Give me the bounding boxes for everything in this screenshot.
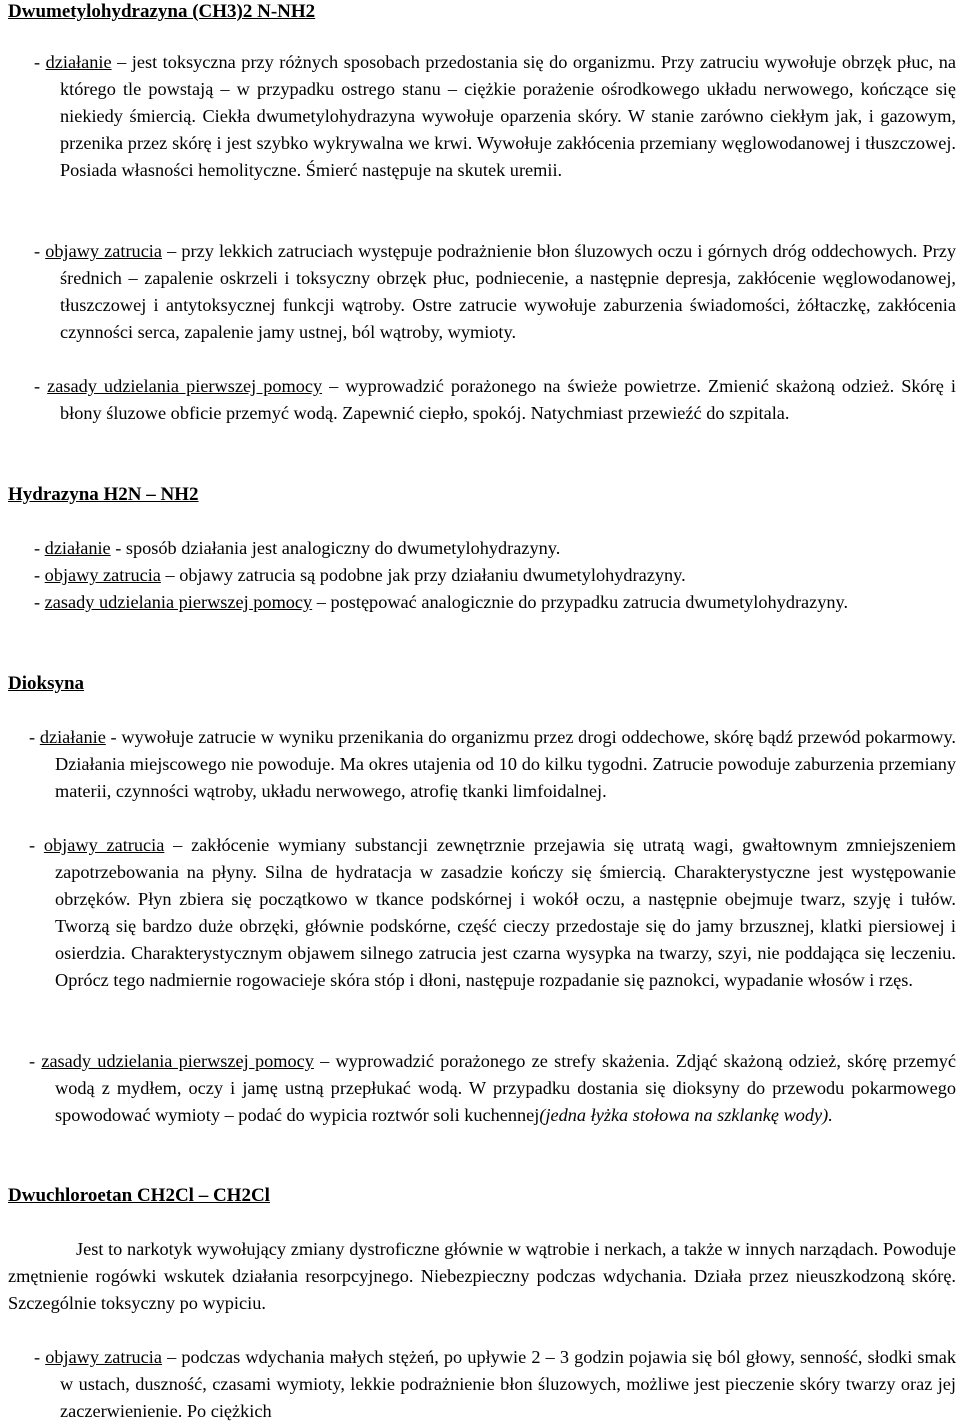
- item-text: – wyprowadzić porażonego na świeże powietrze. Zmienić skażoną odzież. Skórę i błony śluzowe obficie przemyć wodą. Zapewnić ciepło, spokój. Natychmiast przewieźć do szpitala.: [60, 376, 956, 424]
- section-heading-dwumetylohydrazyna: Dwumetylohydrazyna (CH3)2 N-NH2: [8, 1, 316, 22]
- item-text: – postępować analogicznie do przypadku zatrucia dwumetylohydrazyny.: [312, 592, 849, 612]
- section-1-item-pierwsza-pomoc: - zasady udzielania pierwszej pomocy – wyprowadzić porażonego na świeże powietrze. Zmienić skażoną odzież. Skórę i błony śluzowe obficie przemyć wodą. Zapewnić ciepło, spokój. Natychmiast przewieźć do szpitala.: [34, 376, 956, 424]
- section-1-item-dzialanie: - działanie – jest toksyczna przy różnych sposobach przedostania się do organizmu. Przy zatruciu wywołuje obrzęk płuc, na którego tle powstają – w przypadku ostrego stanu – ciężkie porażenie ośrodkowego układu nerwowego, kończące się niekiedy śmiercią. Ciekła dwumetylohydrazyna wywołuje oparzenia skóry. W stanie zarówno ciekłym jak, i gazowym, przenika przez skórę i jest szybko wykrywalna we krwi. Wywołuje zakłócenia przemiany węglowodanowej i tłuszczowej. Posiada własności hemolityczne. Śmierć następuje na skutek uremii.: [34, 52, 956, 181]
- item-label: działanie: [39, 727, 106, 747]
- section-4-intro: Jest to narkotyk wywołujący zmiany dystroficzne głównie w wątrobie i nerkach, a także w innych narządach. Powoduje zmętnienie rogówki wskutek działania resorpcyjnego. Niebezpieczny podczas wdychania. Działa przez nieuszkodzoną skórę. Szczególnie toksyczny po wypiciu.: [8, 1239, 956, 1314]
- item-label: objawy zatrucia: [45, 241, 162, 261]
- item-text: – podczas wdychania małych stężeń, po upływie 2 – 3 godzin pojawia się ból głowy, senność, słodki smak w ustach, duszność, czasami wymioty, lekkie podrażnienie błon śluzowych, możliwe jest pieczenie skóry twarzy oraz jej zaczerwienienie. Po ciężkich: [60, 1347, 956, 1422]
- item-text: - sposób działania jest analogiczny do dwumetylohydrazyny.: [110, 538, 561, 558]
- item-label: zasady udzielania pierwszej pomocy: [41, 1051, 314, 1071]
- item-label: zasady udzielania pierwszej pomocy: [47, 376, 323, 396]
- section-2-item-dzialanie: - działanie - sposób działania jest analogiczny do dwumetylohydrazyny.: [34, 538, 561, 558]
- item-text: – przy lekkich zatruciach występuje podrażnienie błon śluzowych oczu i górnych dróg oddechowych. Przy średnich – zapalenie oskrzeli i toksyczny obrzęk płuc, podniecenie, a następnie depresja, zakłócenie węglowodanowej, tłuszczowej i antytoksycznej funkcji wątroby. Ostre zatrucie wywołuje zaburzenia świadomości, żółtaczkę, zakłócenia czynności serca, zapalenie jamy ustnej, ból wątroby, wymioty.: [60, 241, 956, 343]
- section-2-item-pierwsza-pomoc: - zasady udzielania pierwszej pomocy – postępować analogicznie do przypadku zatrucia dwumetylohydrazyny.: [34, 592, 849, 612]
- item-text: – zakłócenie wymiany substancji zewnętrznie przejawia się utratą wagi, gwałtownym zmniejszeniem zapotrzebowania na płyny. Silna de hydratacja w zasadzie kończy się śmiercią. Charakterystyczne jest występowanie obrzęków. Płyn zbiera się początkowo w tkance podskórnej i wokół oczu, a następnie obejmuje twarz, szyję i tułów. Tworzą się bardzo duże obrzęki, głównie podskórne, część cieczy przedostaje się do jamy brzusznej, klatki piersiowej i osierdzia. Charakterystycznym objawem silnego zatrucia jest czarna wysypka na twarzy, szyi, nie poddająca się leczeniu. Oprócz tego nadmiernie rogowacieje skóra stóp i dłoni, następuje rozpadanie się paznokci, wypadanie włosów i rzęs.: [55, 835, 956, 991]
- item-text: – jest toksyczna przy różnych sposobach przedostania się do organizmu. Przy zatruciu wywołuje obrzęk płuc, na którego tle powstają – w przypadku ostrego stanu – ciężkie porażenie ośrodkowego układu nerwowego, kończące się niekiedy śmiercią. Ciekła dwumetylohydrazyna wywołuje oparzenia skóry. W stanie zarówno ciekłym jak, i gazowym, przenika przez skórę i jest szybko wykrywalna we krwi. Wywołuje zakłócenia przemiany węglowodanowej i tłuszczowej. Posiada własności hemolityczne. Śmierć następuje na skutek uremii.: [60, 52, 956, 181]
- item-text: – objawy zatrucia są podobne jak przy działaniu dwumetylohydrazyny.: [160, 565, 686, 585]
- item-label: objawy zatrucia: [43, 835, 165, 855]
- item-label: objawy zatrucia: [44, 565, 161, 585]
- item-label: objawy zatrucia: [45, 1347, 162, 1367]
- section-3-item-pierwsza-pomoc: - zasady udzielania pierwszej pomocy – wyprowadzić porażonego ze strefy skażenia. Zdjąć skażoną odzież, skórę przemyć wodą z mydłem, oczy i jamę ustną przepłukać wodą. W przypadku dostania się dioksyny do przewodu pokarmowego spowodować wymioty – podać do wypicia roztwór soli kuchennej(jedna łyżka stołowa na szklankę wody).: [29, 1051, 956, 1126]
- item-italic-note: (jedna łyżka stołowa na szklankę wody).: [539, 1105, 833, 1126]
- section-heading-dwuchloroetan: Dwuchloroetan CH2Cl – CH2Cl: [8, 1185, 270, 1206]
- section-3-item-dzialanie: - działanie - wywołuje zatrucie w wyniku przenikania do organizmu przez drogi oddechowe, skórę bądź przewód pokarmowy. Działania miejscowego nie powoduje. Ma okres utajenia od 10 do kilku tygodni. Zatrucie powoduje zaburzenia przemiany materii, czynności wątroby, układu nerwowego, atrofię tkanki limfoidalnej.: [29, 727, 956, 802]
- section-3-item-objawy: - objawy zatrucia – zakłócenie wymiany substancji zewnętrznie przejawia się utratą wagi, gwałtownym zmniejszeniem zapotrzebowania na płyny. Silna de hydratacja w zasadzie kończy się śmiercią. Charakterystyczne jest występowanie obrzęków. Płyn zbiera się początkowo w tkance podskórnej i wokół oczu, a następnie obejmuje twarz, szyję i tułów. Tworzą się bardzo duże obrzęki, głównie podskórne, część cieczy przedostaje się do jamy brzusznej, klatki piersiowej i osierdzia. Charakterystycznym objawem silnego zatrucia jest czarna wysypka na twarzy, szyi, nie poddająca się leczeniu. Oprócz tego nadmiernie rogowacieje skóra stóp i dłoni, następuje rozpadanie się paznokci, wypadanie włosów i rzęs.: [29, 835, 956, 991]
- item-label: działanie: [44, 538, 111, 558]
- section-2-item-objawy: - objawy zatrucia – objawy zatrucia są podobne jak przy działaniu dwumetylohydrazyny.: [34, 565, 686, 585]
- item-text: – wyprowadzić porażonego ze strefy skażenia. Zdjąć skażoną odzież, skórę przemyć wodą z mydłem, oczy i jamę ustną przepłukać wodą. W przypadku dostania się dioksyny do przewodu pokarmowego spowodować wymioty – podać do wypicia roztwór soli kuchennej: [55, 1051, 956, 1126]
- item-label: zasady udzielania pierwszej pomocy: [44, 592, 313, 612]
- section-4-item-objawy: - objawy zatrucia – podczas wdychania małych stężeń, po upływie 2 – 3 godzin pojawia się ból głowy, senność, słodki smak w ustach, duszność, czasami wymioty, lekkie podrażnienie błon śluzowych, możliwe jest pieczenie skóry twarzy oraz jej zaczerwienienie. Po ciężkich: [34, 1347, 956, 1422]
- section-heading-dioksyna: Dioksyna: [8, 673, 85, 694]
- item-label: działanie: [45, 52, 112, 72]
- item-text: - wywołuje zatrucie w wyniku przenikania do organizmu przez drogi oddechowe, skórę bądź przewód pokarmowy. Działania miejscowego nie powoduje. Ma okres utajenia od 10 do kilku tygodni. Zatrucie powoduje zaburzenia przemiany materii, czynności wątroby, układu nerwowego, atrofię tkanki limfoidalnej.: [55, 727, 956, 802]
- section-heading-hydrazyna: Hydrazyna H2N – NH2: [8, 484, 199, 505]
- section-1-item-objawy: - objawy zatrucia – przy lekkich zatruciach występuje podrażnienie błon śluzowych oczu i górnych dróg oddechowych. Przy średnich – zapalenie oskrzeli i toksyczny obrzęk płuc, podniecenie, a następnie depresja, zakłócenie węglowodanowej, tłuszczowej i antytoksycznej funkcji wątroby. Ostre zatrucie wywołuje zaburzenia świadomości, żółtaczkę, zakłócenia czynności serca, zapalenie jamy ustnej, ból wątroby, wymioty.: [34, 241, 956, 343]
